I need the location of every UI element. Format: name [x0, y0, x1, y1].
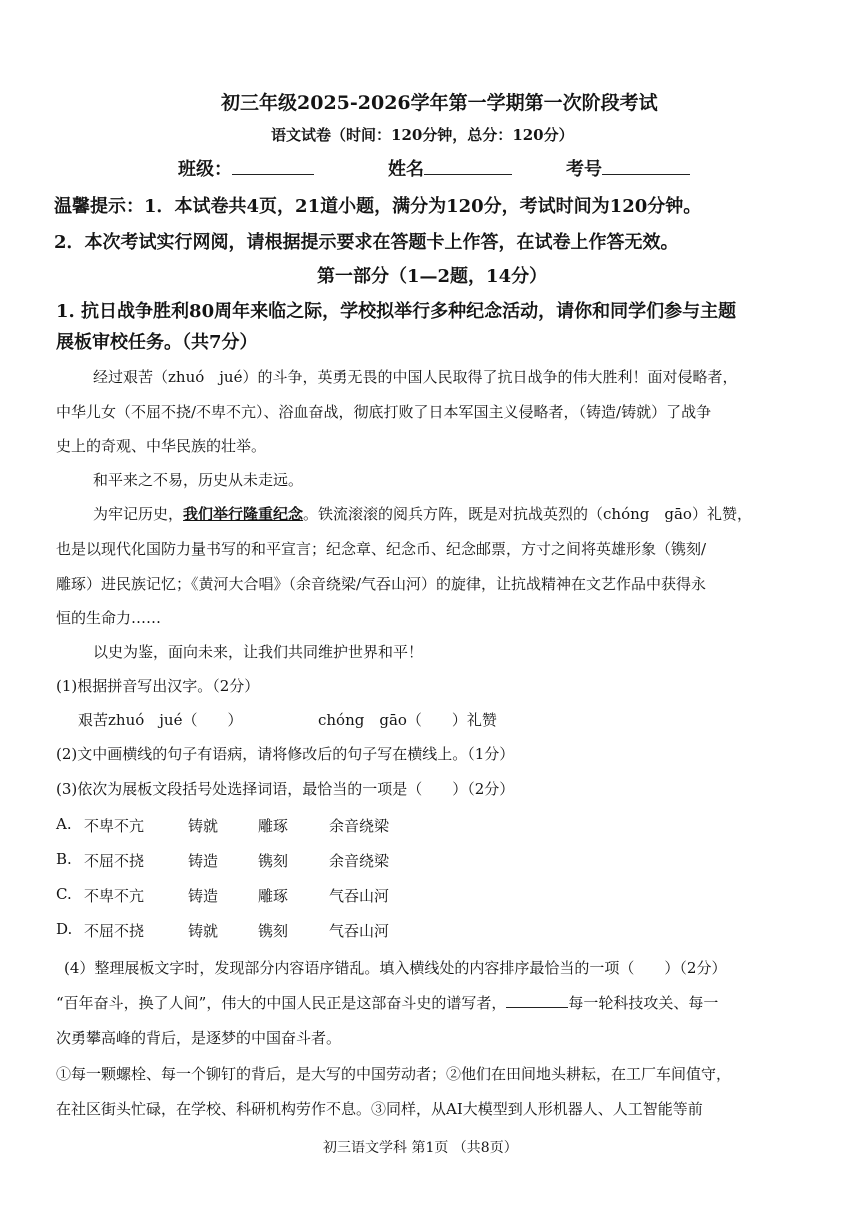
option-word-3: 雕琢	[258, 817, 289, 835]
subquestion-3: (3)依次为展板文段括号处选择词语，最恰当的一项是（ ）（2分）	[56, 780, 515, 798]
option-word-3: 雕琢	[258, 887, 289, 905]
class-label: 班级：	[178, 159, 232, 180]
subquestion-1-blank-b: chóng gāo（ ）礼赞	[318, 711, 497, 729]
passage-p4: 以史为鉴，面向未来，让我们共同维护世界和平！	[93, 643, 424, 661]
subquestion-2: (2)文中画横线的句子有语病，请将修改后的句子写在横线上。（1分）	[56, 745, 515, 763]
option-word-4: 余音绕梁	[329, 852, 390, 870]
subquestion-1-blank-a: 艰苦zhuó jué（ ）	[78, 711, 243, 729]
option-letter: B.	[56, 850, 72, 868]
option-letter: A.	[56, 815, 72, 833]
option-word-4: 气吞山河	[329, 922, 390, 940]
subquestion-1: (1)根据拼音写出汉字。（2分）	[56, 677, 260, 695]
class-blank[interactable]	[232, 174, 314, 175]
q4-answer-blank[interactable]	[506, 1007, 568, 1008]
passage-p3-post: 。铁流滚滚的阅兵方阵，既是对抗战英烈的（chóng gāo）礼赞，	[303, 505, 752, 523]
subquestion-4-line-3: 次勇攀高峰的背后，是逐梦的中国奋斗者。	[56, 1029, 342, 1047]
notice-line-1: 温馨提示：1．本试卷共4页，21道小题，满分为120分，考试时间为120分钟。	[54, 196, 702, 217]
passage-p2: 和平来之不易，历史从未走远。	[93, 471, 304, 489]
option-word-1: 不卑不亢	[84, 887, 145, 905]
subquestion-4-line-5: 在社区街头忙碌，在学校、科研机构劳作不息。③同样，从AI大模型到人形机器人、人工智能等前	[56, 1100, 703, 1118]
underlined-sentence: 我们举行隆重纪念	[183, 505, 304, 523]
option-word-1: 不屈不挠	[84, 922, 145, 940]
passage-p1-line-2: 中华儿女（不屈不挠/不卑不亢）、浴血奋战，彻底打败了日本军国主义侵略者，（铸造/铸就）了战争	[56, 403, 712, 421]
option-word-4: 气吞山河	[329, 887, 390, 905]
section-heading: 第一部分（1—2题，14分）	[317, 266, 548, 287]
option-word-2: 铸造	[188, 852, 219, 870]
q4-quote-post: 每一轮科技攻关、每一	[568, 994, 719, 1012]
option-letter: D.	[56, 920, 73, 938]
page-footer: 初三语文学科 第1页 （共8页）	[323, 1140, 518, 1156]
number-label: 考号	[566, 159, 602, 180]
option-word-3: 镌刻	[258, 852, 289, 870]
option-word-2: 铸就	[188, 922, 219, 940]
exam-subtitle: 语文试卷（时间：120分钟，总分：120分）	[271, 126, 574, 144]
passage-p1-line-1: 经过艰苦（zhuó jué）的斗争，英勇无畏的中国人民取得了抗日战争的伟大胜利！面对侵略者，	[93, 368, 738, 386]
passage-p3-line-3: 雕琢）进民族记忆；《黄河大合唱》（余音绕梁/气吞山河）的旋律，让抗战精神在文艺作品中获得永	[56, 575, 707, 593]
option-word-2: 铸就	[188, 817, 219, 835]
subquestion-4-line-2	[56, 992, 718, 1013]
option-word-2: 铸造	[188, 887, 219, 905]
passage-p3-line-2: 也是以现代化国防力量书写的和平宣言；纪念章、纪念币、纪念邮票，方寸之间将英雄形象（镌刻/	[56, 540, 707, 558]
option-word-4: 余音绕梁	[329, 817, 390, 835]
name-label: 姓名	[388, 159, 424, 180]
passage-p3-line-4: 恒的生命力……	[56, 609, 162, 627]
exam-title: 初三年级2025-2026学年第一学期第一次阶段考试	[221, 92, 658, 114]
question-1-line-1: 1. 抗日战争胜利80周年来临之际，学校拟举行多种纪念活动，请你和同学们参与主题	[56, 301, 737, 322]
number-field	[566, 155, 690, 181]
option-word-1: 不卑不亢	[84, 817, 145, 835]
notice-line-2: 2．本次考试实行网阅，请根据提示要求在答题卡上作答，在试卷上作答无效。	[54, 232, 679, 253]
subquestion-4-line-1: (4）整理展板文字时，发现部分内容语序错乱。填入横线处的内容排序最恰当的一项（ ）（2分）	[64, 959, 727, 977]
q4-quote-pre: “百年奋斗，换了人间”，伟大的中国人民正是这部奋斗史的谱写者，	[56, 994, 507, 1012]
option-word-3: 镌刻	[258, 922, 289, 940]
name-blank[interactable]	[424, 174, 512, 175]
question-1-line-2: 展板审校任务。（共7分）	[56, 332, 258, 353]
option-word-1: 不屈不挠	[84, 852, 145, 870]
number-blank[interactable]	[602, 174, 690, 175]
name-field	[388, 155, 512, 181]
passage-p3-line-1	[93, 503, 752, 524]
passage-p1-line-3: 史上的奇观、中华民族的壮举。	[56, 437, 267, 455]
student-info-row	[178, 155, 314, 181]
subquestion-4-line-4: ①每一颗螺栓、每一个铆钉的背后，是大写的中国劳动者；②他们在田间地头耕耘，在工厂车间值守，	[56, 1065, 732, 1083]
option-letter: C.	[56, 885, 72, 903]
passage-p3-pre: 为牢记历史，	[93, 505, 184, 523]
